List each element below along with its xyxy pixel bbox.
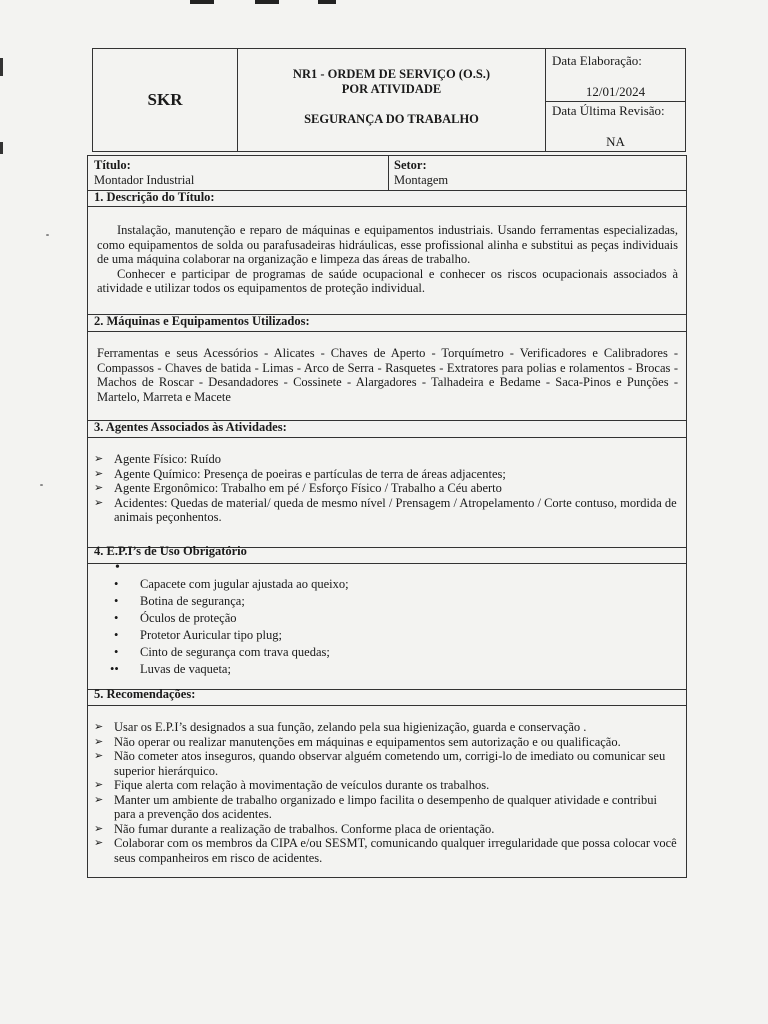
bullet-icon: • <box>114 577 119 591</box>
revision-date: NA <box>606 134 625 149</box>
divider <box>88 331 686 332</box>
list-item: • Protetor Auricular tipo plug; <box>114 628 282 642</box>
scan-artifact <box>255 0 279 4</box>
list-item: • Óculos de proteção <box>114 611 237 625</box>
section1-paragraph: Conhecer e participar de programas de saúde ocupacional e conhecer os riscos ocupacionais associados à atividade e utilizar todos os equipamentos de proteção individual. <box>97 266 678 295</box>
document-title-line2: POR ATIVIDADE <box>341 82 442 96</box>
arrow-bullet-icon: ➢ <box>94 467 104 480</box>
document-body <box>87 155 687 878</box>
title-label: Título: <box>94 158 131 172</box>
sector-value: Montagem <box>394 173 449 187</box>
title-value: Montador Industrial <box>94 173 195 187</box>
section1-paragraph: Instalação, manutenção e reparo de máquinas e equipamentos industriais. Usando ferramentas especializadas, como equipamentos de solda ou parafusadeiras hidráulicas, esse profissional alinha e substitui as peças individuais de uma máquina colaborar na organização e limpeza das áreas de trabalho. <box>97 223 678 266</box>
title-sector-row <box>88 156 686 190</box>
section5-recommendation-list <box>94 720 678 865</box>
arrow-bullet-icon: ➢ <box>94 793 104 806</box>
arrow-bullet-icon: ➢ <box>94 496 104 509</box>
arrow-bullet-icon: ➢ <box>94 721 104 733</box>
arrow-bullet-icon: ➢ <box>94 750 104 762</box>
list-item: • Capacete com jugular ajustada ao queixo; <box>114 577 349 591</box>
list-item: ➢ Acidentes: Quedas de material/ queda de mesmo nível / Prensagem / Atropelamento / Corte contuso, mordida de animais peçonhentos. <box>94 495 677 524</box>
list-item: • Cinto de segurança com trava quedas; <box>114 645 330 659</box>
section1-description <box>97 223 678 296</box>
title-sector-divider <box>388 156 389 190</box>
list-item: ➢ Manter um ambiente de trabalho organizado e limpo facilita o desempenho de qualquer atividade e contribui para a prevenção dos acidentes. <box>94 792 657 821</box>
dates-cell <box>546 49 685 151</box>
list-item: ➢ Agente Químico: Presença de poeiras e partículas de terra de áreas adjacentes; <box>94 466 506 481</box>
list-item: ➢ Agente Ergonômico: Trabalho em pé / Esforço Físico / Trabalho a Céu aberto <box>94 481 502 495</box>
bullet-icon: •• <box>110 662 119 676</box>
section2-text: Ferramentas e seus Acessórios - Alicates - Chaves de Aperto - Torquímetro - Verificadores e Calibradores - Compassos - Chaves de batida - Limas - Arco de Serra - Rasquetes - Extratores para polias e rolamentos - Brocas - Machos de Roscar - Desandadores - Cossinete - Alargadores - Talhadeira e Bedame - Saca-Pinos e Punções - Martelo, Marreta e Macete <box>97 346 678 404</box>
section1-heading: 1. Descrição do Título: <box>94 190 215 204</box>
bullet-icon: • <box>114 594 119 608</box>
section3-heading: 3. Agentes Associados às Atividades: <box>94 420 287 434</box>
arrow-bullet-icon: ➢ <box>94 822 104 835</box>
list-item: •• Luvas de vaqueta; <box>110 662 231 676</box>
scan-edge-mark <box>0 58 3 76</box>
arrow-bullet-icon: ➢ <box>94 453 104 465</box>
company-logo: SKR <box>147 90 183 109</box>
scan-speck <box>46 234 49 236</box>
arrow-bullet-icon: ➢ <box>94 482 104 494</box>
company-logo-cell <box>93 49 238 151</box>
section2-equipment-list <box>97 346 678 404</box>
document-header <box>92 48 686 152</box>
arrow-bullet-icon: ➢ <box>94 837 104 849</box>
list-item: ➢ Usar os E.P.I’s designados a sua função, zelando pela sua higienização, guarda e conservação . <box>94 720 587 734</box>
bullet-icon: • <box>114 611 119 625</box>
empty-bullet-icon: • <box>115 560 120 575</box>
document-subtitle: SEGURANÇA DO TRABALHO <box>304 112 479 126</box>
list-item: ➢ Colaborar com os membros da CIPA e/ou SESMT, comunicando qualquer irregularidade que possa colocar você seus companheiros em risco de acidentes. <box>94 836 677 865</box>
section4-heading: 4. E.P.I’s de Uso Obrigatório <box>94 544 247 558</box>
list-item: ➢ Não cometer atos inseguros, quando observar alguém cometendo um, corrigi-lo de imediato ou comunicar seu superior hierárquico. <box>94 749 666 778</box>
elaboration-date-label: Data Elaboração: <box>552 53 642 68</box>
revision-date-label: Data Última Revisão: <box>552 103 665 118</box>
list-item: ➢ Fique alerta com relação à movimentação de veículos durante os trabalhos. <box>94 778 490 792</box>
scan-speck <box>40 484 43 486</box>
scan-artifact <box>190 0 214 4</box>
divider <box>88 563 686 564</box>
section4-ppe-list <box>110 576 678 678</box>
list-item: ➢ Não operar ou realizar manutenções em máquinas e equipamentos sem autorização e ou qualificação. <box>94 734 621 749</box>
bullet-icon: • <box>114 645 119 659</box>
divider <box>88 705 686 706</box>
document-title-cell <box>238 49 546 151</box>
sector-label: Setor: <box>394 158 427 172</box>
scan-artifact <box>318 0 336 4</box>
divider <box>88 437 686 438</box>
list-item: ➢ Agente Físico: Ruído <box>94 452 221 466</box>
section2-heading: 2. Máquinas e Equipamentos Utilizados: <box>94 314 310 328</box>
list-item: ➢ Não fumar durante a realização de trabalhos. Conforme placa de orientação. <box>94 821 495 836</box>
document-title-line1: NR1 - ORDEM DE SERVIÇO (O.S.) <box>292 67 491 81</box>
bullet-icon: • <box>114 628 119 642</box>
list-item: • Botina de segurança; <box>114 594 245 608</box>
scan-edge-mark <box>0 142 3 154</box>
dates-divider <box>546 101 685 102</box>
divider <box>88 206 686 207</box>
arrow-bullet-icon: ➢ <box>94 735 104 748</box>
elaboration-date: 12/01/2024 <box>585 84 646 99</box>
section3-agent-list <box>94 452 678 525</box>
arrow-bullet-icon: ➢ <box>94 779 104 791</box>
section5-heading: 5. Recomendações: <box>94 687 196 701</box>
